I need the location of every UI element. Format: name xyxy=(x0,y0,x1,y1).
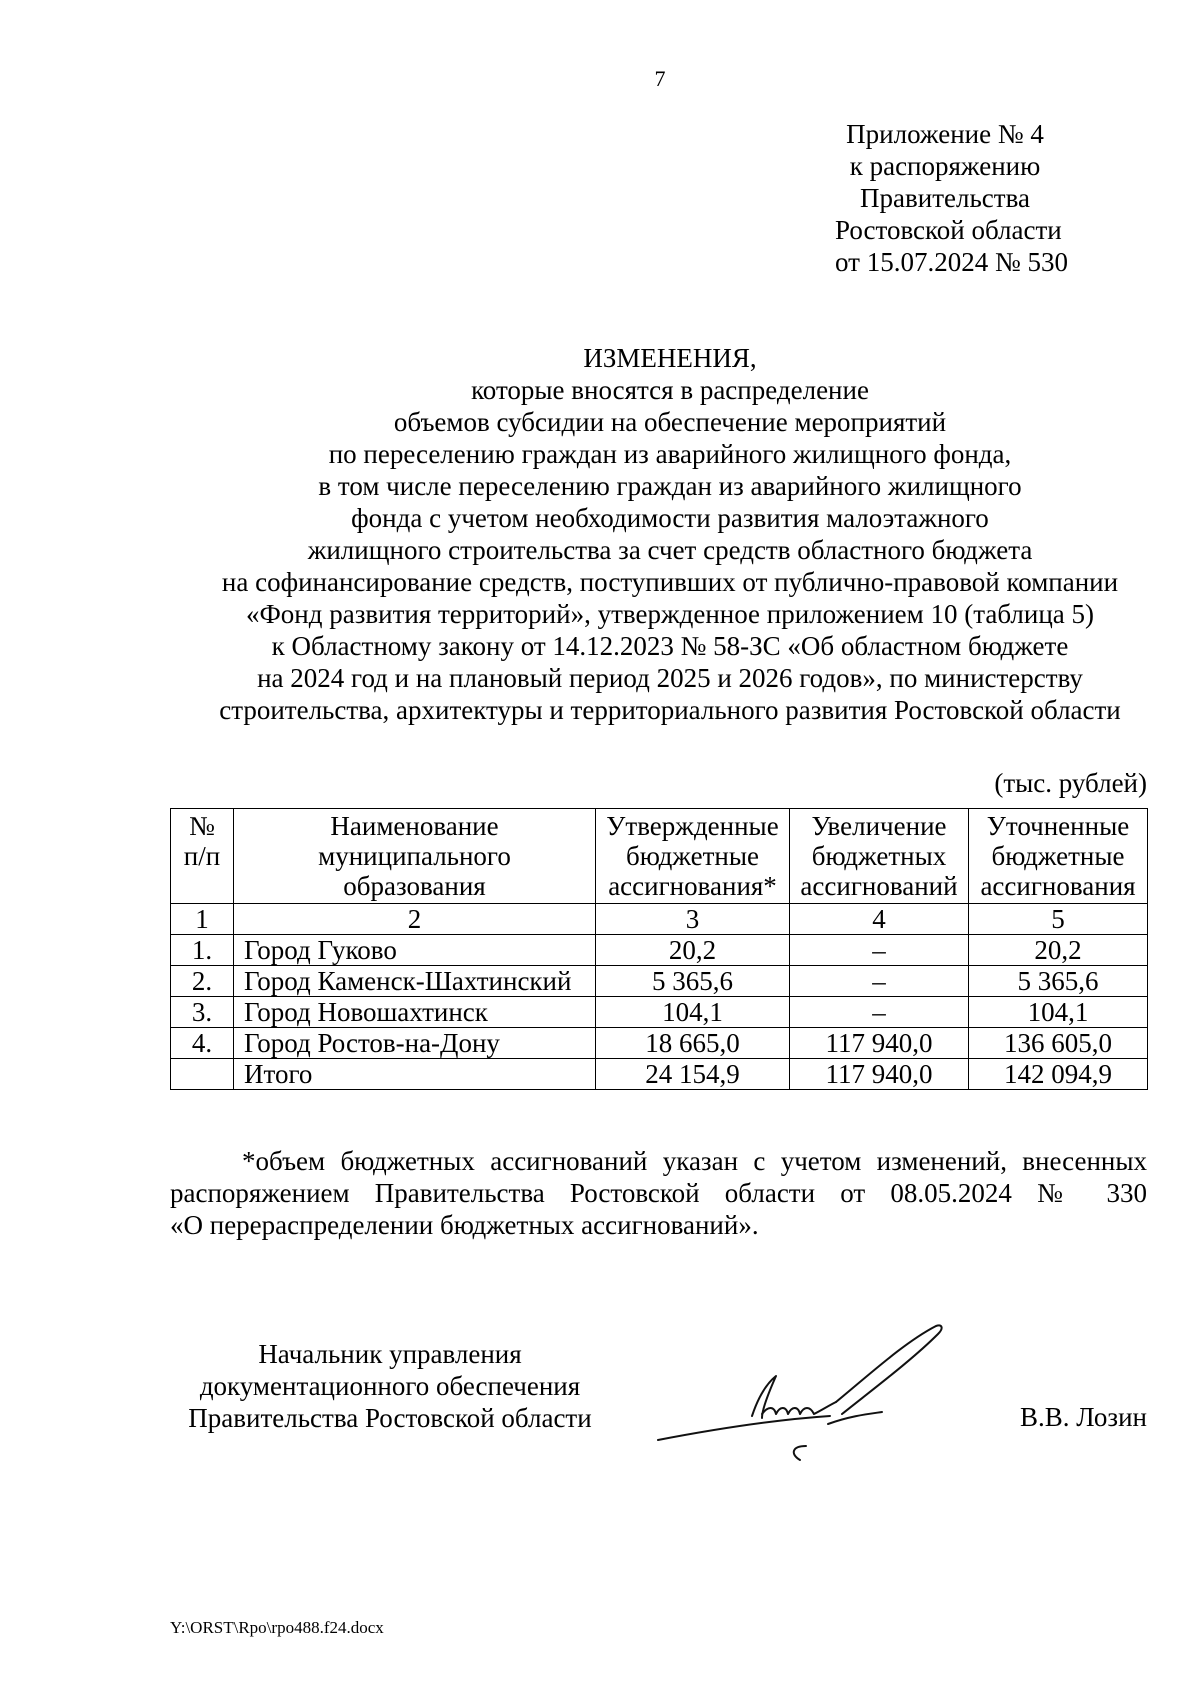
title-line: на 2024 год и на плановый период 2025 и 2026 годов», по министерству xyxy=(257,663,1083,693)
signer-name: В.В. Лозин xyxy=(1020,1402,1147,1432)
approved-value: 5 365,6 xyxy=(596,966,790,997)
handwritten-signature xyxy=(650,1318,980,1478)
title-line: строительства, архитектуры и территориального развития Ростовской области xyxy=(219,695,1121,725)
total-increase: 117 940,0 xyxy=(790,1059,969,1090)
title-line: на софинансирование средств, поступивших от публично-правовой компании xyxy=(221,567,1119,597)
title-line: которые вносятся в распределение xyxy=(471,375,869,405)
footnote-line: распоряжением Правительства Ростовской области от 08.05.2024 № 330 xyxy=(170,1178,1147,1208)
title-line: жилищного строительства за счет средств областного бюджета xyxy=(307,535,1033,565)
total-label: Итого xyxy=(234,1059,596,1090)
increase-value: – xyxy=(790,997,969,1028)
total-approved: 24 154,9 xyxy=(596,1059,790,1090)
row-number: 1. xyxy=(171,935,234,966)
table-row xyxy=(171,935,1148,966)
row-number: 2. xyxy=(171,966,234,997)
document-title xyxy=(170,342,1170,726)
appendix-line: Правительства xyxy=(860,183,1030,213)
header-cell-approved: Утвержденные бюджетные ассигнования* xyxy=(596,809,790,904)
column-number: 2 xyxy=(234,904,596,935)
units-label: (тыс. рублей) xyxy=(994,768,1147,798)
appendix-line: Ростовской области xyxy=(835,215,1062,245)
increase-value: 117 940,0 xyxy=(790,1028,969,1059)
refined-value: 5 365,6 xyxy=(969,966,1148,997)
column-number: 1 xyxy=(171,904,234,935)
municipality-name: Город Новошахтинск xyxy=(234,997,596,1028)
total-refined: 142 094,9 xyxy=(969,1059,1148,1090)
refined-value: 20,2 xyxy=(969,935,1148,966)
file-path: Y:\ORST\Rpo\rpo488.f24.docx xyxy=(170,1618,384,1637)
table-row xyxy=(171,1028,1148,1059)
municipality-name: Город Ростов-на-Дону xyxy=(234,1028,596,1059)
title-line: по переселению граждан из аварийного жилищного фонда, xyxy=(328,439,1012,469)
header-cell-increase: Увеличение бюджетных ассигнований xyxy=(790,809,969,904)
table-header-row xyxy=(171,809,1148,904)
table-row xyxy=(171,966,1148,997)
title-line: к Областному закону от 14.12.2023 № 58-ЗС «Об областном бюджете xyxy=(271,631,1069,661)
footnote xyxy=(170,1145,1147,1241)
approved-value: 20,2 xyxy=(596,935,790,966)
title-heading: ИЗМЕНЕНИЯ, xyxy=(583,343,757,373)
budget-table xyxy=(170,808,1148,1090)
row-number xyxy=(171,1059,234,1090)
appendix-line: Приложение № 4 xyxy=(846,119,1044,149)
approved-value: 18 665,0 xyxy=(596,1028,790,1059)
appendix-line: к распоряжению xyxy=(849,151,1041,181)
appendix-block xyxy=(835,118,1068,278)
increase-value: – xyxy=(790,935,969,966)
signer-title-line: Правительства Ростовской области xyxy=(188,1403,592,1433)
table-row xyxy=(171,997,1148,1028)
header-cell-name: Наименование муниципального образования xyxy=(234,809,596,904)
header-cell-number: № п/п xyxy=(171,809,234,904)
column-number: 4 xyxy=(790,904,969,935)
municipality-name: Город Гуково xyxy=(234,935,596,966)
appendix-line: от 15.07.2024 № 530 xyxy=(835,247,1068,277)
title-line: «Фонд развития территорий», утвержденное приложением 10 (таблица 5) xyxy=(245,599,1095,629)
title-line: в том числе переселению граждан из аварийного жилищного xyxy=(318,471,1022,501)
row-number: 4. xyxy=(171,1028,234,1059)
municipality-name: Город Каменск-Шахтинский xyxy=(234,966,596,997)
header-cell-refined: Уточненные бюджетные ассигнования xyxy=(969,809,1148,904)
approved-value: 104,1 xyxy=(596,997,790,1028)
refined-value: 136 605,0 xyxy=(969,1028,1148,1059)
footnote-line: *объем бюджетных ассигнований указан с учетом изменений, внесенных xyxy=(242,1146,1147,1176)
signer-title-line: Начальник управления xyxy=(258,1339,522,1369)
signer-title-line: документационного обеспечения xyxy=(199,1371,581,1401)
title-line: фонда с учетом необходимости развития малоэтажного xyxy=(351,503,989,533)
footnote-line: «О перераспределении бюджетных ассигнований». xyxy=(170,1210,759,1240)
increase-value: – xyxy=(790,966,969,997)
column-number: 3 xyxy=(596,904,790,935)
column-number-row xyxy=(171,904,1148,935)
column-number: 5 xyxy=(969,904,1148,935)
total-row xyxy=(171,1059,1148,1090)
page-number: 7 xyxy=(654,66,666,91)
row-number: 3. xyxy=(171,997,234,1028)
title-line: объемов субсидии на обеспечение мероприятий xyxy=(393,407,947,437)
signer-title xyxy=(170,1338,610,1434)
refined-value: 104,1 xyxy=(969,997,1148,1028)
